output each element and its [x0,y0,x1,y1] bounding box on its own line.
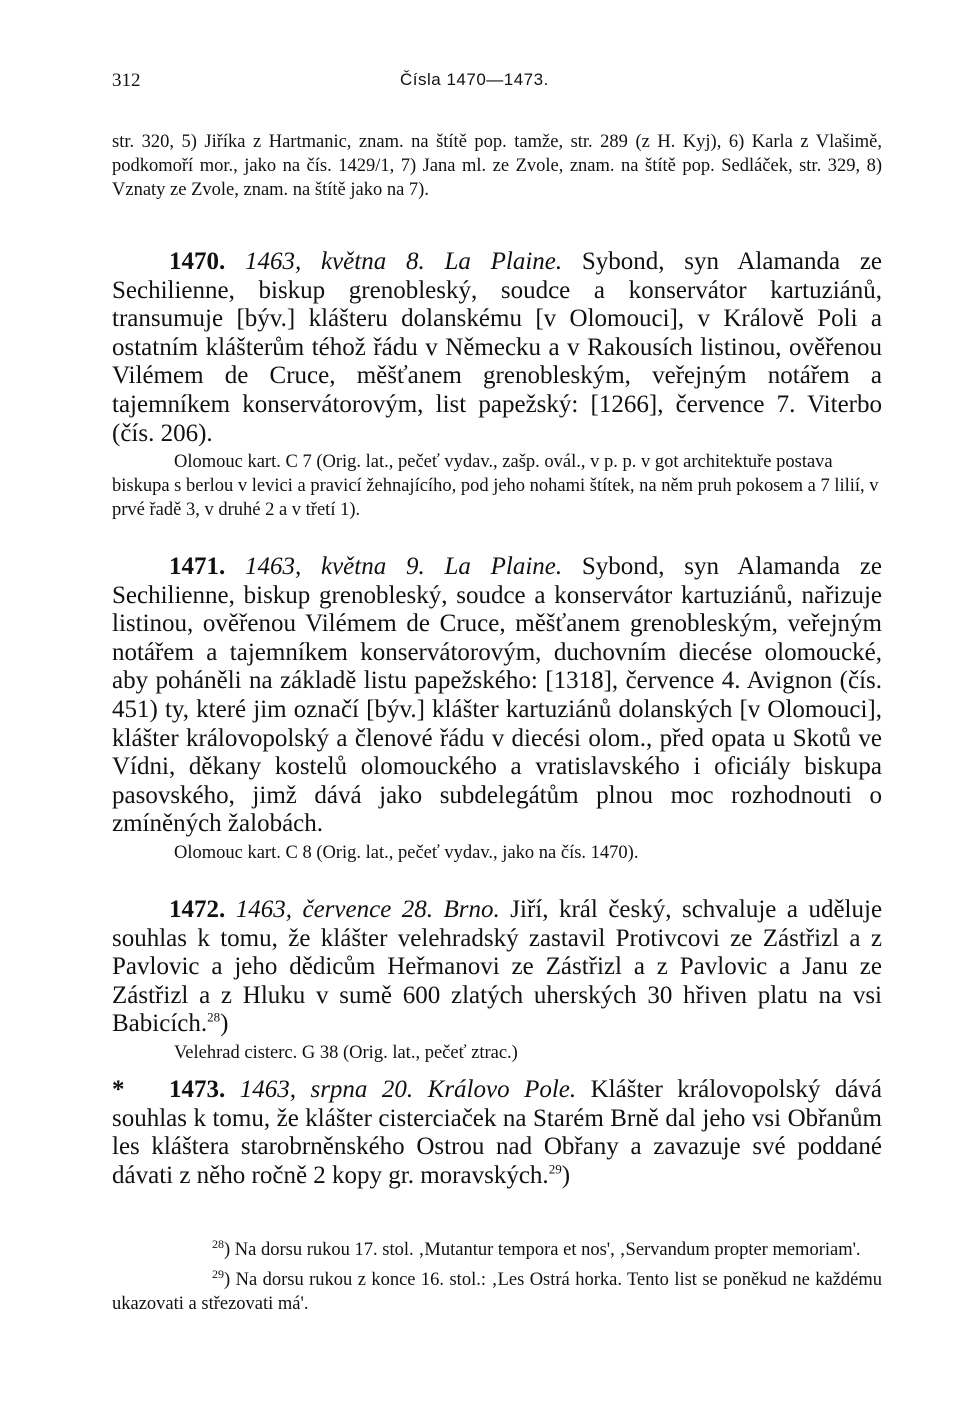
entry-1471 [112,553,882,865]
entry-source: Olomouc kart. C 7 (Orig. lat., pečeť vydav., zašp. ovál., v p. p. v got architektuře postava biskupa s berlou v levici a pravicí žehnajícího, pod jeho nohami štítek, na něm pruh pokosem a 7 lilií, v prvé řadě 3, v druhé 2 a v třetí 1). [112,452,879,521]
footnote-28 [112,1232,882,1262]
entry-place: Brno. [443,896,500,923]
carryover-text: str. 320, 5) Jiříka z Hartmanic, znam. na štítě pop. tamže, str. 289 (z H. Kyj), 6) Karla z Vlašimě, podkomoří mor., jako na čís. 1429/1, 7) Jana ml. ze Zvole, znam. na štítě pop. Sedláček, str. 329, 8) Vznaty ze Zvole, znam. na štítě jako na 7). [112,132,882,200]
entry-source: Velehrad cisterc. G 38 (Orig. lat., pečeť ztrac.) [174,1042,518,1063]
page-header [112,70,882,100]
entry-number: 1470. [169,248,226,275]
entry-place: La Plaine. [444,553,563,580]
entry-body [112,553,882,839]
entry-text-after: ) [220,1010,229,1038]
footnote-mark: 29 [212,1267,224,1282]
entry-text: Klášter královopolský dává souhlas k tomu, že klášter cisterciaček na Starém Brně dal jeho vsi Obřanům les kláštera starobrněnského Ostrou nad Obřany a zavazuje své poddané dávati z něho ročně 2 kopy gr. moravských. [112,1076,883,1189]
footnote-29 [112,1262,882,1316]
entry-1470 [112,248,882,522]
entry-1472 [112,896,882,1065]
entry-place: La Plaine. [444,248,563,275]
entry-date: 1463, května 9. [245,553,425,580]
footnotes [112,1232,882,1316]
entry-text: Sybond, syn Alamanda ze Sechilienne, biskup grenobleský, soudce a konservátor kartuziánů, nařizuje listinou, ověřenou Vilémem de Cruce, měšťanem grenobleským, veřejným notářem a tajemníkem konservátorovým, duchovním diecése olomoucké, aby poháněli na základě listu papežského: [1318], července 4. Avignon (čís. 451) ty, které jim označí [býv.] klášter kartuziánů dolanských [v Olomouci], klášter královopolský a členové řádu v diecési olom., před opata u Skotů ve Vídni, děkany kostelů olomouckého a vratislavského i oficiály biskupa pasovského, jimž dává jako subdelegátům plnou moc rozhodnouti o zmíněných žalobách. [112,553,883,838]
entry-text-after: ) [561,1161,571,1189]
entry-text: Jiří, král český, schvaluje a uděluje souhlas k tomu, že klášter velehradský zastavil Protivcovi ze Zástřizl a z Pavlovic a jeho dědicům Heřmanovi ze Zástřizl a z Pavlovic a Janu ze Zástřizl a z Hluku v sumě 600 zlatých uherských 30 hřiven platu na vsi Babicích. [112,896,883,1038]
entry-1473 [112,1076,882,1190]
page-number: 312 [112,70,141,91]
entry-place: Královo Pole. [427,1076,577,1103]
entry-date: 1463, května 8. [245,248,425,275]
footnote-text: ) Na dorsu rukou z konce 16. stol.: ‚Les Ostrá horka. Tento list se poněkud ne každému ukazovati a střezovati má'. [112,1270,882,1315]
footnote-text: ) Na dorsu rukou 17. stol. ‚Mutantur tempora et nos', ‚Servandum propter memoriam'. [224,1240,861,1261]
footnote-ref[interactable]: 28 [207,1010,221,1026]
running-title: Čísla 1470—1473. [400,70,549,89]
entry-body [112,248,882,448]
entry-body [112,896,882,1039]
entry-body [112,1076,882,1190]
entry-marker: * [112,1076,125,1103]
entry-date: 1463, srpna 20. [239,1076,414,1103]
entry-number: 1471. [169,553,226,580]
entry-date: 1463, července 28. [235,896,434,923]
entry-number: 1472. [169,896,226,923]
footnote-ref[interactable]: 29 [548,1161,562,1177]
entry-number: 1473. [169,1076,226,1103]
entry-text: Sybond, syn Alamanda ze Sechilienne, biskup grenobleský, soudce a konservátor kartuziánů, transumuje [býv.] klášteru dolanskému [v Olomouci], v Králově Poli a ostatním klášterům téhož řádu v Německu a v Rakousích listinou, ověřenou Vilémem de Cruce, měšťanem grenobleským, veřejným notářem a tajemníkem konservátorovým, list papežský: [1266], července 7. Viterbo (čís. 206). [112,248,883,447]
footnote-mark: 28 [212,1237,224,1251]
entry-source: Olomouc kart. C 8 (Orig. lat., pečeť vydav., jako na čís. 1470). [174,842,639,863]
